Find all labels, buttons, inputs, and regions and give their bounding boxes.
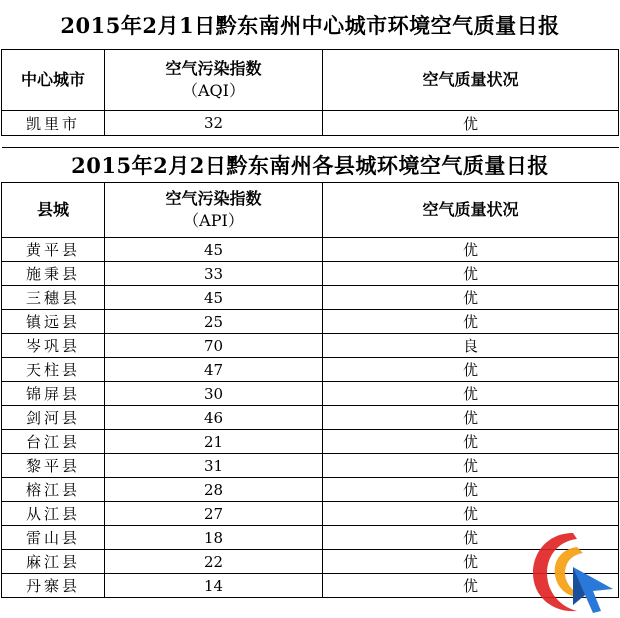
- city-report-table: [1, 0, 619, 136]
- cell-index: 22: [105, 550, 323, 574]
- cell-name: 施秉县: [2, 262, 105, 286]
- table-row: [2, 406, 619, 430]
- table-row: [2, 454, 619, 478]
- cell-name: 黎平县: [2, 454, 105, 478]
- cell-status: 优: [323, 574, 619, 598]
- city-report-body: [2, 111, 619, 136]
- table-row: [2, 574, 619, 598]
- cell-name: 丹寨县: [2, 574, 105, 598]
- table-row: [2, 310, 619, 334]
- table-row: [2, 262, 619, 286]
- cell-index: 25: [105, 310, 323, 334]
- header-api-label: 空气污染指数: [165, 189, 262, 208]
- cell-name: 榕江县: [2, 478, 105, 502]
- cell-status: 优: [323, 286, 619, 310]
- table-row: [2, 238, 619, 262]
- cell-name: 岑巩县: [2, 334, 105, 358]
- cell-index: 46: [105, 406, 323, 430]
- header-quality: 空气质量状况: [323, 50, 619, 111]
- cell-status: 优: [323, 550, 619, 574]
- header-aqi-label: 空气污染指数: [165, 59, 262, 78]
- cell-status: 优: [323, 526, 619, 550]
- cell-status: 优: [323, 382, 619, 406]
- cell-index: 21: [105, 430, 323, 454]
- cell-status: 优: [323, 238, 619, 262]
- city-report-header-row: [2, 50, 619, 111]
- cell-name: 凯里市: [2, 111, 105, 136]
- cell-index: 28: [105, 478, 323, 502]
- county-report-title: 2015年2月2日黔东南州各县城环境空气质量日报: [2, 148, 619, 183]
- cell-name: 剑河县: [2, 406, 105, 430]
- swirl-logo-icon: [527, 527, 619, 618]
- table-row: [2, 550, 619, 574]
- cell-index: 45: [105, 238, 323, 262]
- table-row: [2, 382, 619, 406]
- cell-index: 47: [105, 358, 323, 382]
- cell-index: 32: [105, 111, 323, 136]
- cell-index: 27: [105, 502, 323, 526]
- header-aqi-unit: （AQI）: [182, 81, 245, 100]
- cell-name: 从江县: [2, 502, 105, 526]
- header-city: 中心城市: [2, 50, 105, 111]
- cell-index: 33: [105, 262, 323, 286]
- city-report-title-row: [2, 0, 619, 50]
- cell-index: 31: [105, 454, 323, 478]
- table-row: [2, 430, 619, 454]
- cell-status: 良: [323, 334, 619, 358]
- county-report-header-row: [2, 183, 619, 238]
- cell-name: 锦屏县: [2, 382, 105, 406]
- cell-index: 18: [105, 526, 323, 550]
- cell-index: 30: [105, 382, 323, 406]
- cell-name: 镇远县: [2, 310, 105, 334]
- cell-status: 优: [323, 430, 619, 454]
- cell-status: 优: [323, 406, 619, 430]
- county-report-body: [2, 238, 619, 598]
- cell-name: 台江县: [2, 430, 105, 454]
- table-row: [2, 334, 619, 358]
- cell-index: 70: [105, 334, 323, 358]
- header-quality: 空气质量状况: [323, 183, 619, 238]
- cell-status: 优: [323, 478, 619, 502]
- city-report-title: 2015年2月1日黔东南州中心城市环境空气质量日报: [2, 0, 619, 50]
- table-row: [2, 478, 619, 502]
- header-api-unit: （API）: [183, 211, 244, 230]
- cell-name: 黄平县: [2, 238, 105, 262]
- table-row: [2, 502, 619, 526]
- cell-name: 天柱县: [2, 358, 105, 382]
- header-api: [105, 183, 323, 238]
- cell-name: 雷山县: [2, 526, 105, 550]
- cell-status: 优: [323, 262, 619, 286]
- cell-status: 优: [323, 454, 619, 478]
- header-county: 县城: [2, 183, 105, 238]
- cell-status: 优: [323, 111, 619, 136]
- cell-status: 优: [323, 310, 619, 334]
- county-report-title-row: [2, 148, 619, 183]
- cell-index: 14: [105, 574, 323, 598]
- cell-name: 麻江县: [2, 550, 105, 574]
- header-aqi: [105, 50, 323, 111]
- table-row: [2, 358, 619, 382]
- table-row: [2, 286, 619, 310]
- cell-index: 45: [105, 286, 323, 310]
- table-row: [2, 111, 619, 136]
- cell-name: 三穗县: [2, 286, 105, 310]
- cell-status: 优: [323, 502, 619, 526]
- cell-status: 优: [323, 358, 619, 382]
- table-row: [2, 526, 619, 550]
